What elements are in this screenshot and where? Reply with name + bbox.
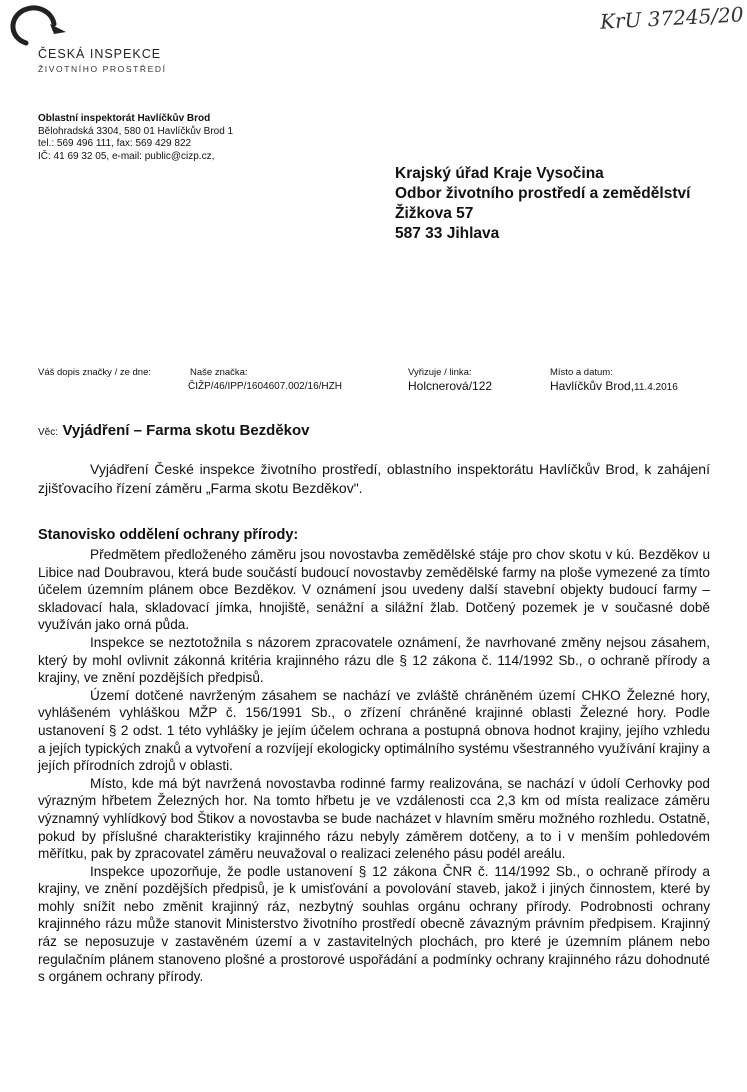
subject-text: Vyjádření – Farma skotu Bezděkov [62, 422, 310, 439]
subject-line [38, 422, 310, 440]
sender-address: Bělohradská 3304, 580 01 Havlíčkův Brod 1 [38, 125, 234, 137]
place-date-label: Místo a datum: [550, 367, 613, 378]
body-text [38, 546, 710, 986]
recipient-block [395, 164, 690, 244]
our-ref-value: ČIŽP/46/IPP/1604607.002/16/HZH [188, 381, 342, 392]
sender-title: Oblastní inspektorát Havlíčkův Brod [38, 113, 211, 124]
org-name: ČESKÁ INSPEKCE [38, 47, 162, 61]
sender-phone: tel.: 569 496 111, fax: 569 429 822 [38, 138, 192, 150]
date-value: 11.4.2016 [634, 382, 678, 393]
sender-ids: IČ: 41 69 32 05, e-mail: public@cizp.cz, [38, 150, 215, 162]
body-paragraph: Inspekce se neztotožnila s názorem zpracovatele oznámení, že navrhované změny nejsou zásahem, který by mohl ovlivnit zákonná kritéria krajinného rázu dle § 12 zákona č. 114/1992 Sb., o ochraně přírody a krajiny, ve znění pozdějších předpisů. [38, 634, 710, 686]
handled-by-value: Holcnerová/122 [408, 379, 493, 393]
recipient-line: Odbor životního prostředí a zemědělství [395, 185, 691, 202]
body-paragraph: Území dotčené navrženým zásahem se nachází ve zvláště chráněném území CHKO Železné hory, vyhlášeném vyhláškou MŽP č. 156/1991 Sb., o zřízení chráněné krajinné oblasti Železné hory. Podle ustanovení § 2 odst. 1 této vyhlášky je jejím účelem ochrana a postupná obnova hodnot krajiny, jejího vzhledu a jejích typických znaků a vytvoření a rozvíjejí ekologicky optimálního systému všestranného využívání krajiny a jejích přírodních zdrojů v oblasti. [38, 687, 710, 774]
body-paragraph: Místo, kde má být navržená novostavba rodinné farmy realizována, se nachází v údolí Cerhovky pod výrazným hřbetem Železných hor. Na tomto hřbetu je ve vzdálenosti cca 2,3 km od místa realizace záměru významný vyhlídkový bod Štikov a novostavba se bude nacházet v hlavním směru možného rozhledu. Ostatně, pokud by příslušné charakteristiky krajinného rázu nebyly záměrem dotčeny, a to i v menším pohledovém měřítku, pak by zpracovatel záměru neuvažoval o realizaci zeleného pásu podél areálu. [38, 775, 710, 862]
place-name: Havlíčkův Brod, [550, 379, 635, 393]
recipient-line: Krajský úřad Kraje Vysočina [395, 165, 604, 182]
section-title: Stanovisko oddělení ochrany přírody: [38, 527, 299, 543]
org-subtitle: ŽIVOTNÍHO PROSTŘEDÍ [38, 64, 167, 74]
intro-paragraph: Vyjádření České inspekce životního prostředí, oblastního inspektorátu Havlíčkův Brod, k zahájení zjišťovacího řízení záměru „Farma skotu Bezděkov". [38, 461, 710, 496]
sender-block [38, 113, 233, 163]
handled-by-label: Vyřizuje / linka: [408, 367, 472, 378]
our-ref-label: Naše značka: [190, 367, 248, 378]
handwritten-reference: KrU 37245/20 [599, 2, 745, 34]
your-ref-label: Váš dopis značky / ze dne: [38, 367, 152, 378]
place-value [550, 379, 678, 393]
body-paragraph: Předmětem předloženého záměru jsou novostavba zemědělské stáje pro chov skotu v kú. Bezděkov u Libice nad Doubravou, která bude součástí budoucí novostavby zemědělské farmy na ploše vymezené za tímto účelem územním plánem obce Bezděkov. V oznámení jsou uvedeny další stavební objekty budoucí farmy – skladovací hala, skladovací jímka, hnojiště, senážní a silážní žlab. Dotčený pozemek je v současné době využíván jako orná půda. [38, 547, 710, 633]
recipient-line: Žižkova 57 [395, 205, 474, 222]
subject-label: Věc: [38, 427, 59, 438]
body-paragraph: Inspekce upozorňuje, že podle ustanovení § 12 zákona ČNR č. 114/1992 Sb., o ochraně přírody a krajiny, ve znění pozdějších předpisů, je k umisťování a povolování staveb, jakož i jiných činnostem, které by mohly snížit nebo změnit krajinný ráz, nezbytný souhlas orgánu ochrany přírody. Podrobnosti ochrany krajinného rázu může stanovit Ministerstvo životního prostředí obecně závazným právním předpisem. Krajinný ráz se neposuzuje v zastavěném území a v zastavitelných plochách, pro které je územním plánem nebo regulačním plánem stanoveno plošné a prostorové uspořádání a podmínky ochrany krajinného rázu dohodnuté s orgánem ochrany přírody. [38, 863, 710, 985]
recipient-line: 587 33 Jihlava [395, 225, 500, 242]
cizp-logo-icon [6, 2, 70, 48]
